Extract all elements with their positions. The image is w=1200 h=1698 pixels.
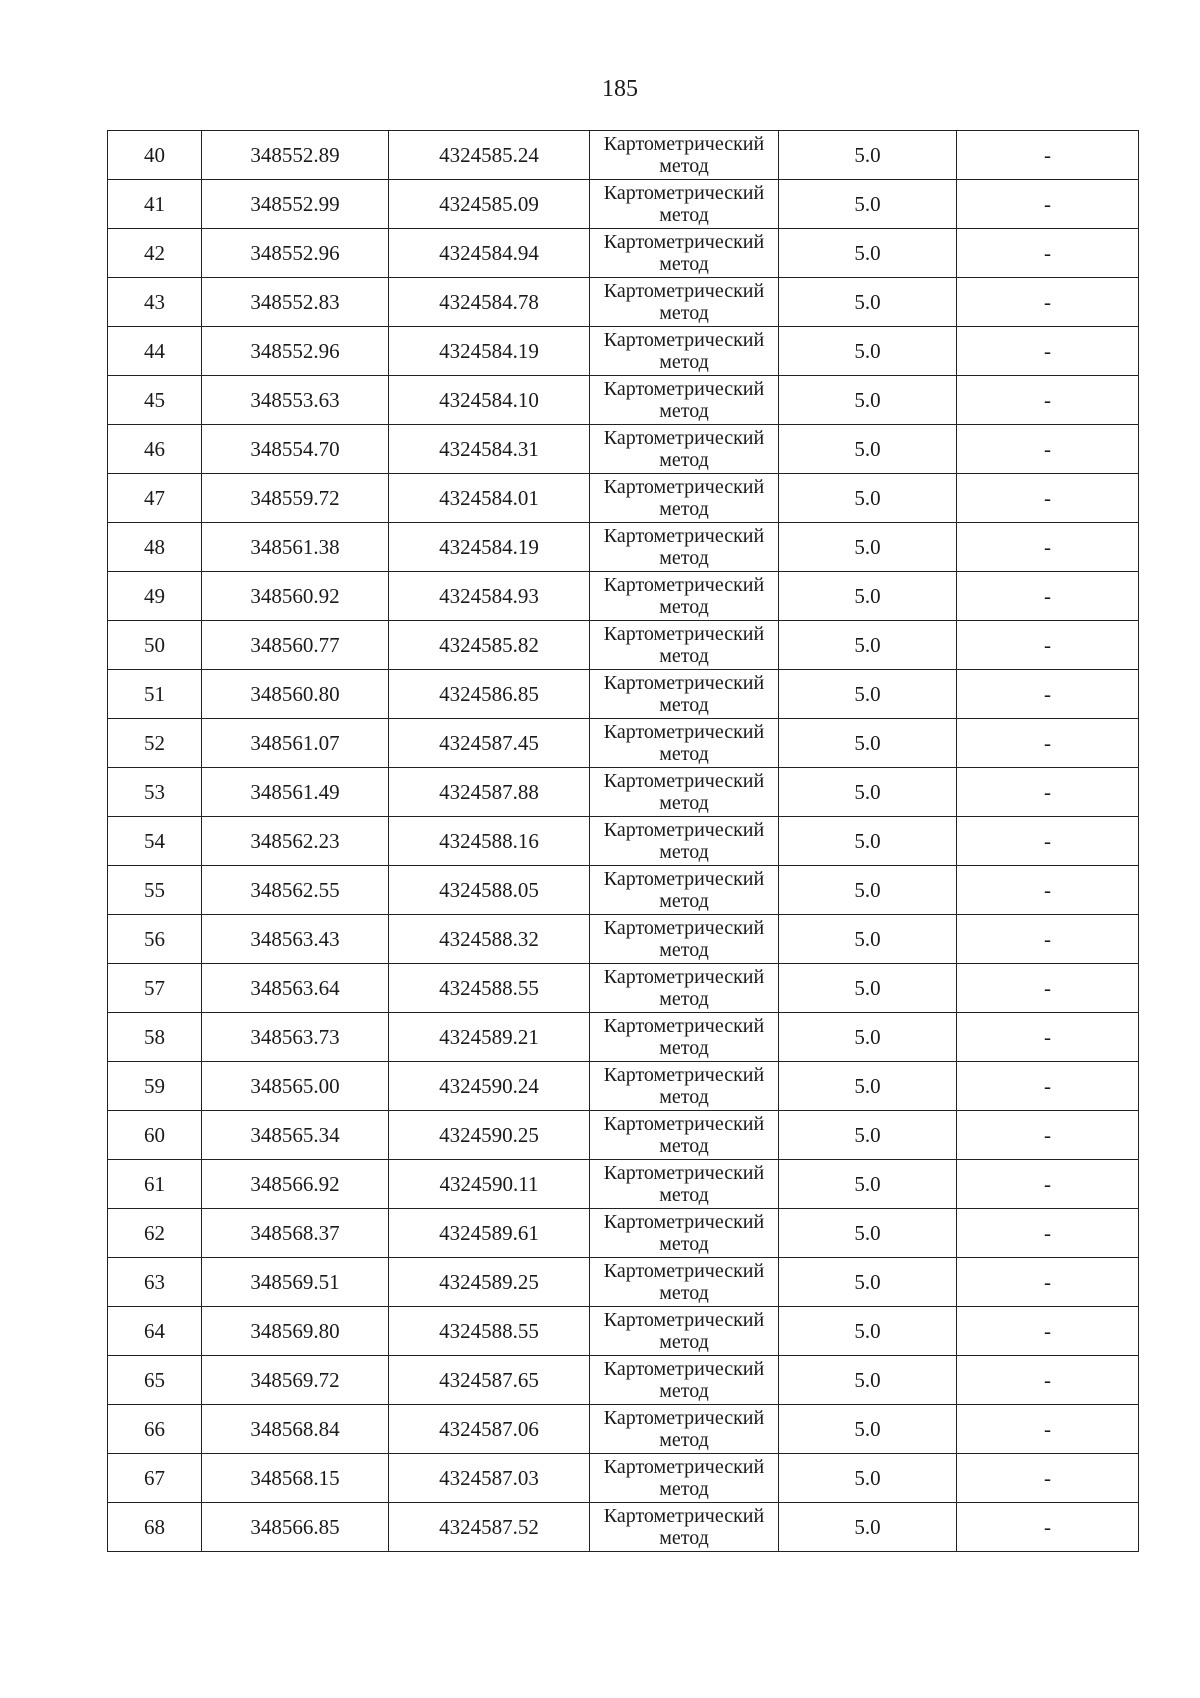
accuracy-cell: 5.0: [779, 1258, 957, 1307]
method-cell: [590, 327, 779, 376]
point-number-cell: 56: [108, 915, 202, 964]
y-coordinate-cell: 4324584.31: [389, 425, 590, 474]
y-coordinate-cell: 4324585.82: [389, 621, 590, 670]
method-text: Картометрический: [603, 1015, 765, 1037]
point-number-cell: 52: [108, 719, 202, 768]
method-text: метод: [659, 449, 709, 471]
method-cell: [590, 1356, 779, 1405]
note-cell: -: [957, 131, 1139, 180]
table-row: [108, 376, 1139, 425]
point-number-cell: 54: [108, 817, 202, 866]
accuracy-cell: 5.0: [779, 572, 957, 621]
point-number-cell: 58: [108, 1013, 202, 1062]
point-number-cell: 62: [108, 1209, 202, 1258]
x-coordinate-cell: 348552.99: [202, 180, 389, 229]
table-row: [108, 180, 1139, 229]
accuracy-cell: 5.0: [779, 327, 957, 376]
point-number-cell: 64: [108, 1307, 202, 1356]
note-cell: -: [957, 474, 1139, 523]
method-text: Картометрический: [603, 819, 765, 841]
accuracy-cell: 5.0: [779, 817, 957, 866]
method-text: Картометрический: [603, 1456, 765, 1478]
x-coordinate-cell: 348554.70: [202, 425, 389, 474]
y-coordinate-cell: 4324584.94: [389, 229, 590, 278]
method-text: Картометрический: [603, 427, 765, 449]
method-text: Картометрический: [603, 1505, 765, 1527]
method-text: метод: [659, 694, 709, 716]
method-cell: [590, 1503, 779, 1552]
method-text: Картометрический: [603, 1260, 765, 1282]
y-coordinate-cell: 4324588.55: [389, 1307, 590, 1356]
method-text: метод: [659, 792, 709, 814]
method-cell: [590, 1013, 779, 1062]
table-row: [108, 964, 1139, 1013]
note-cell: -: [957, 1111, 1139, 1160]
accuracy-cell: 5.0: [779, 964, 957, 1013]
method-cell: [590, 1160, 779, 1209]
method-text: Картометрический: [603, 868, 765, 890]
accuracy-cell: 5.0: [779, 376, 957, 425]
method-text: Картометрический: [603, 476, 765, 498]
accuracy-cell: 5.0: [779, 670, 957, 719]
y-coordinate-cell: 4324587.88: [389, 768, 590, 817]
point-number-cell: 46: [108, 425, 202, 474]
method-cell: [590, 229, 779, 278]
method-cell: [590, 817, 779, 866]
note-cell: -: [957, 817, 1139, 866]
y-coordinate-cell: 4324584.10: [389, 376, 590, 425]
y-coordinate-cell: 4324589.25: [389, 1258, 590, 1307]
x-coordinate-cell: 348561.38: [202, 523, 389, 572]
method-text: метод: [659, 253, 709, 275]
point-number-cell: 61: [108, 1160, 202, 1209]
x-coordinate-cell: 348560.92: [202, 572, 389, 621]
note-cell: -: [957, 1503, 1139, 1552]
x-coordinate-cell: 348561.07: [202, 719, 389, 768]
accuracy-cell: 5.0: [779, 1209, 957, 1258]
method-cell: [590, 768, 779, 817]
accuracy-cell: 5.0: [779, 621, 957, 670]
x-coordinate-cell: 348559.72: [202, 474, 389, 523]
method-text: метод: [659, 890, 709, 912]
method-text: Картометрический: [603, 231, 765, 253]
note-cell: -: [957, 1307, 1139, 1356]
point-number-cell: 67: [108, 1454, 202, 1503]
x-coordinate-cell: 348560.77: [202, 621, 389, 670]
method-text: Картометрический: [603, 1064, 765, 1086]
method-text: Картометрический: [603, 623, 765, 645]
table-row: [108, 768, 1139, 817]
y-coordinate-cell: 4324584.19: [389, 327, 590, 376]
note-cell: -: [957, 768, 1139, 817]
table-row: [108, 327, 1139, 376]
accuracy-cell: 5.0: [779, 915, 957, 964]
method-cell: [590, 866, 779, 915]
table-row: [108, 131, 1139, 180]
method-text: Картометрический: [603, 525, 765, 547]
method-text: метод: [659, 547, 709, 569]
method-text: Картометрический: [603, 280, 765, 302]
method-cell: [590, 376, 779, 425]
note-cell: -: [957, 180, 1139, 229]
x-coordinate-cell: 348568.84: [202, 1405, 389, 1454]
page-number: 185: [602, 76, 638, 102]
method-text: метод: [659, 1233, 709, 1255]
method-text: Картометрический: [603, 770, 765, 792]
note-cell: -: [957, 1405, 1139, 1454]
method-text: Картометрический: [603, 1407, 765, 1429]
accuracy-cell: 5.0: [779, 1013, 957, 1062]
accuracy-cell: 5.0: [779, 1062, 957, 1111]
point-number-cell: 40: [108, 131, 202, 180]
note-cell: -: [957, 1356, 1139, 1405]
table-row: [108, 1111, 1139, 1160]
method-text: метод: [659, 400, 709, 422]
note-cell: -: [957, 376, 1139, 425]
x-coordinate-cell: 348568.37: [202, 1209, 389, 1258]
x-coordinate-cell: 348563.64: [202, 964, 389, 1013]
method-text: Картометрический: [603, 1358, 765, 1380]
x-coordinate-cell: 348561.49: [202, 768, 389, 817]
y-coordinate-cell: 4324588.05: [389, 866, 590, 915]
method-text: Картометрический: [603, 1113, 765, 1135]
method-text: Картометрический: [603, 133, 765, 155]
method-text: метод: [659, 1478, 709, 1500]
y-coordinate-cell: 4324588.16: [389, 817, 590, 866]
method-text: метод: [659, 1184, 709, 1206]
y-coordinate-cell: 4324587.52: [389, 1503, 590, 1552]
point-number-cell: 43: [108, 278, 202, 327]
accuracy-cell: 5.0: [779, 278, 957, 327]
method-cell: [590, 572, 779, 621]
x-coordinate-cell: 348563.73: [202, 1013, 389, 1062]
note-cell: -: [957, 1013, 1139, 1062]
point-number-cell: 60: [108, 1111, 202, 1160]
method-cell: [590, 474, 779, 523]
table-row: [108, 1405, 1139, 1454]
method-cell: [590, 1258, 779, 1307]
coordinates-table: [107, 130, 1139, 1552]
note-cell: -: [957, 964, 1139, 1013]
point-number-cell: 48: [108, 523, 202, 572]
accuracy-cell: 5.0: [779, 523, 957, 572]
table-row: [108, 1062, 1139, 1111]
y-coordinate-cell: 4324584.19: [389, 523, 590, 572]
table-row: [108, 1209, 1139, 1258]
method-text: метод: [659, 1527, 709, 1549]
method-text: метод: [659, 1086, 709, 1108]
accuracy-cell: 5.0: [779, 131, 957, 180]
y-coordinate-cell: 4324584.93: [389, 572, 590, 621]
table-row: [108, 817, 1139, 866]
note-cell: -: [957, 915, 1139, 964]
table-row: [108, 1307, 1139, 1356]
method-cell: [590, 1209, 779, 1258]
method-text: метод: [659, 645, 709, 667]
accuracy-cell: 5.0: [779, 1503, 957, 1552]
method-text: Картометрический: [603, 329, 765, 351]
x-coordinate-cell: 348562.55: [202, 866, 389, 915]
table-row: [108, 915, 1139, 964]
x-coordinate-cell: 348566.85: [202, 1503, 389, 1552]
accuracy-cell: 5.0: [779, 180, 957, 229]
note-cell: -: [957, 670, 1139, 719]
table-row: [108, 1503, 1139, 1552]
table-row: [108, 1258, 1139, 1307]
y-coordinate-cell: 4324588.55: [389, 964, 590, 1013]
point-number-cell: 59: [108, 1062, 202, 1111]
method-text: метод: [659, 155, 709, 177]
accuracy-cell: 5.0: [779, 1160, 957, 1209]
method-text: метод: [659, 351, 709, 373]
point-number-cell: 41: [108, 180, 202, 229]
accuracy-cell: 5.0: [779, 425, 957, 474]
table-row: [108, 1356, 1139, 1405]
note-cell: -: [957, 1062, 1139, 1111]
method-text: метод: [659, 988, 709, 1010]
table-row: [108, 621, 1139, 670]
accuracy-cell: 5.0: [779, 1111, 957, 1160]
table-row: [108, 866, 1139, 915]
x-coordinate-cell: 348552.89: [202, 131, 389, 180]
point-number-cell: 57: [108, 964, 202, 1013]
method-text: Картометрический: [603, 917, 765, 939]
accuracy-cell: 5.0: [779, 866, 957, 915]
table-row: [108, 1013, 1139, 1062]
point-number-cell: 44: [108, 327, 202, 376]
method-text: Картометрический: [603, 1162, 765, 1184]
method-text: Картометрический: [603, 574, 765, 596]
method-cell: [590, 915, 779, 964]
point-number-cell: 65: [108, 1356, 202, 1405]
method-cell: [590, 1111, 779, 1160]
table-row: [108, 474, 1139, 523]
y-coordinate-cell: 4324584.01: [389, 474, 590, 523]
table-row: [108, 229, 1139, 278]
method-text: Картометрический: [603, 1211, 765, 1233]
table-row: [108, 572, 1139, 621]
accuracy-cell: 5.0: [779, 1356, 957, 1405]
y-coordinate-cell: 4324584.78: [389, 278, 590, 327]
x-coordinate-cell: 348569.51: [202, 1258, 389, 1307]
method-cell: [590, 719, 779, 768]
y-coordinate-cell: 4324588.32: [389, 915, 590, 964]
x-coordinate-cell: 348569.80: [202, 1307, 389, 1356]
point-number-cell: 63: [108, 1258, 202, 1307]
point-number-cell: 66: [108, 1405, 202, 1454]
x-coordinate-cell: 348552.96: [202, 327, 389, 376]
method-cell: [590, 180, 779, 229]
method-cell: [590, 523, 779, 572]
method-text: метод: [659, 498, 709, 520]
method-text: метод: [659, 596, 709, 618]
point-number-cell: 53: [108, 768, 202, 817]
table-row: [108, 1454, 1139, 1503]
accuracy-cell: 5.0: [779, 719, 957, 768]
method-cell: [590, 1307, 779, 1356]
y-coordinate-cell: 4324587.03: [389, 1454, 590, 1503]
point-number-cell: 49: [108, 572, 202, 621]
method-text: метод: [659, 743, 709, 765]
accuracy-cell: 5.0: [779, 474, 957, 523]
note-cell: -: [957, 1258, 1139, 1307]
method-text: Картометрический: [603, 1309, 765, 1331]
method-text: метод: [659, 204, 709, 226]
point-number-cell: 51: [108, 670, 202, 719]
point-number-cell: 68: [108, 1503, 202, 1552]
table-row: [108, 1160, 1139, 1209]
method-text: метод: [659, 1037, 709, 1059]
point-number-cell: 55: [108, 866, 202, 915]
y-coordinate-cell: 4324587.06: [389, 1405, 590, 1454]
method-cell: [590, 1062, 779, 1111]
y-coordinate-cell: 4324589.21: [389, 1013, 590, 1062]
method-cell: [590, 621, 779, 670]
accuracy-cell: 5.0: [779, 1405, 957, 1454]
y-coordinate-cell: 4324585.09: [389, 180, 590, 229]
method-text: метод: [659, 939, 709, 961]
x-coordinate-cell: 348553.63: [202, 376, 389, 425]
y-coordinate-cell: 4324590.25: [389, 1111, 590, 1160]
method-text: метод: [659, 1135, 709, 1157]
x-coordinate-cell: 348569.72: [202, 1356, 389, 1405]
x-coordinate-cell: 348566.92: [202, 1160, 389, 1209]
method-cell: [590, 278, 779, 327]
accuracy-cell: 5.0: [779, 768, 957, 817]
method-text: метод: [659, 302, 709, 324]
note-cell: -: [957, 866, 1139, 915]
y-coordinate-cell: 4324587.45: [389, 719, 590, 768]
method-text: метод: [659, 1380, 709, 1402]
x-coordinate-cell: 348562.23: [202, 817, 389, 866]
table-row: [108, 523, 1139, 572]
point-number-cell: 50: [108, 621, 202, 670]
method-cell: [590, 670, 779, 719]
x-coordinate-cell: 348565.00: [202, 1062, 389, 1111]
accuracy-cell: 5.0: [779, 229, 957, 278]
y-coordinate-cell: 4324590.11: [389, 1160, 590, 1209]
method-text: метод: [659, 1331, 709, 1353]
note-cell: -: [957, 572, 1139, 621]
note-cell: -: [957, 278, 1139, 327]
method-cell: [590, 1454, 779, 1503]
x-coordinate-cell: 348552.96: [202, 229, 389, 278]
method-text: Картометрический: [603, 721, 765, 743]
note-cell: -: [957, 229, 1139, 278]
note-cell: -: [957, 1454, 1139, 1503]
accuracy-cell: 5.0: [779, 1454, 957, 1503]
note-cell: -: [957, 523, 1139, 572]
method-text: метод: [659, 841, 709, 863]
note-cell: -: [957, 1160, 1139, 1209]
table-row: [108, 425, 1139, 474]
x-coordinate-cell: 348563.43: [202, 915, 389, 964]
method-text: метод: [659, 1282, 709, 1304]
note-cell: -: [957, 621, 1139, 670]
x-coordinate-cell: 348565.34: [202, 1111, 389, 1160]
method-cell: [590, 1405, 779, 1454]
x-coordinate-cell: 348560.80: [202, 670, 389, 719]
method-cell: [590, 425, 779, 474]
table-row: [108, 670, 1139, 719]
y-coordinate-cell: 4324590.24: [389, 1062, 590, 1111]
point-number-cell: 45: [108, 376, 202, 425]
coordinates-table-body: [108, 131, 1139, 1552]
method-cell: [590, 131, 779, 180]
x-coordinate-cell: 348568.15: [202, 1454, 389, 1503]
method-text: Картометрический: [603, 182, 765, 204]
method-cell: [590, 964, 779, 1013]
note-cell: -: [957, 425, 1139, 474]
note-cell: -: [957, 1209, 1139, 1258]
method-text: метод: [659, 1429, 709, 1451]
method-text: Картометрический: [603, 966, 765, 988]
method-text: Картометрический: [603, 378, 765, 400]
method-text: Картометрический: [603, 672, 765, 694]
point-number-cell: 47: [108, 474, 202, 523]
note-cell: -: [957, 327, 1139, 376]
point-number-cell: 42: [108, 229, 202, 278]
x-coordinate-cell: 348552.83: [202, 278, 389, 327]
y-coordinate-cell: 4324587.65: [389, 1356, 590, 1405]
note-cell: -: [957, 719, 1139, 768]
y-coordinate-cell: 4324586.85: [389, 670, 590, 719]
y-coordinate-cell: 4324585.24: [389, 131, 590, 180]
table-row: [108, 278, 1139, 327]
table-row: [108, 719, 1139, 768]
accuracy-cell: 5.0: [779, 1307, 957, 1356]
y-coordinate-cell: 4324589.61: [389, 1209, 590, 1258]
